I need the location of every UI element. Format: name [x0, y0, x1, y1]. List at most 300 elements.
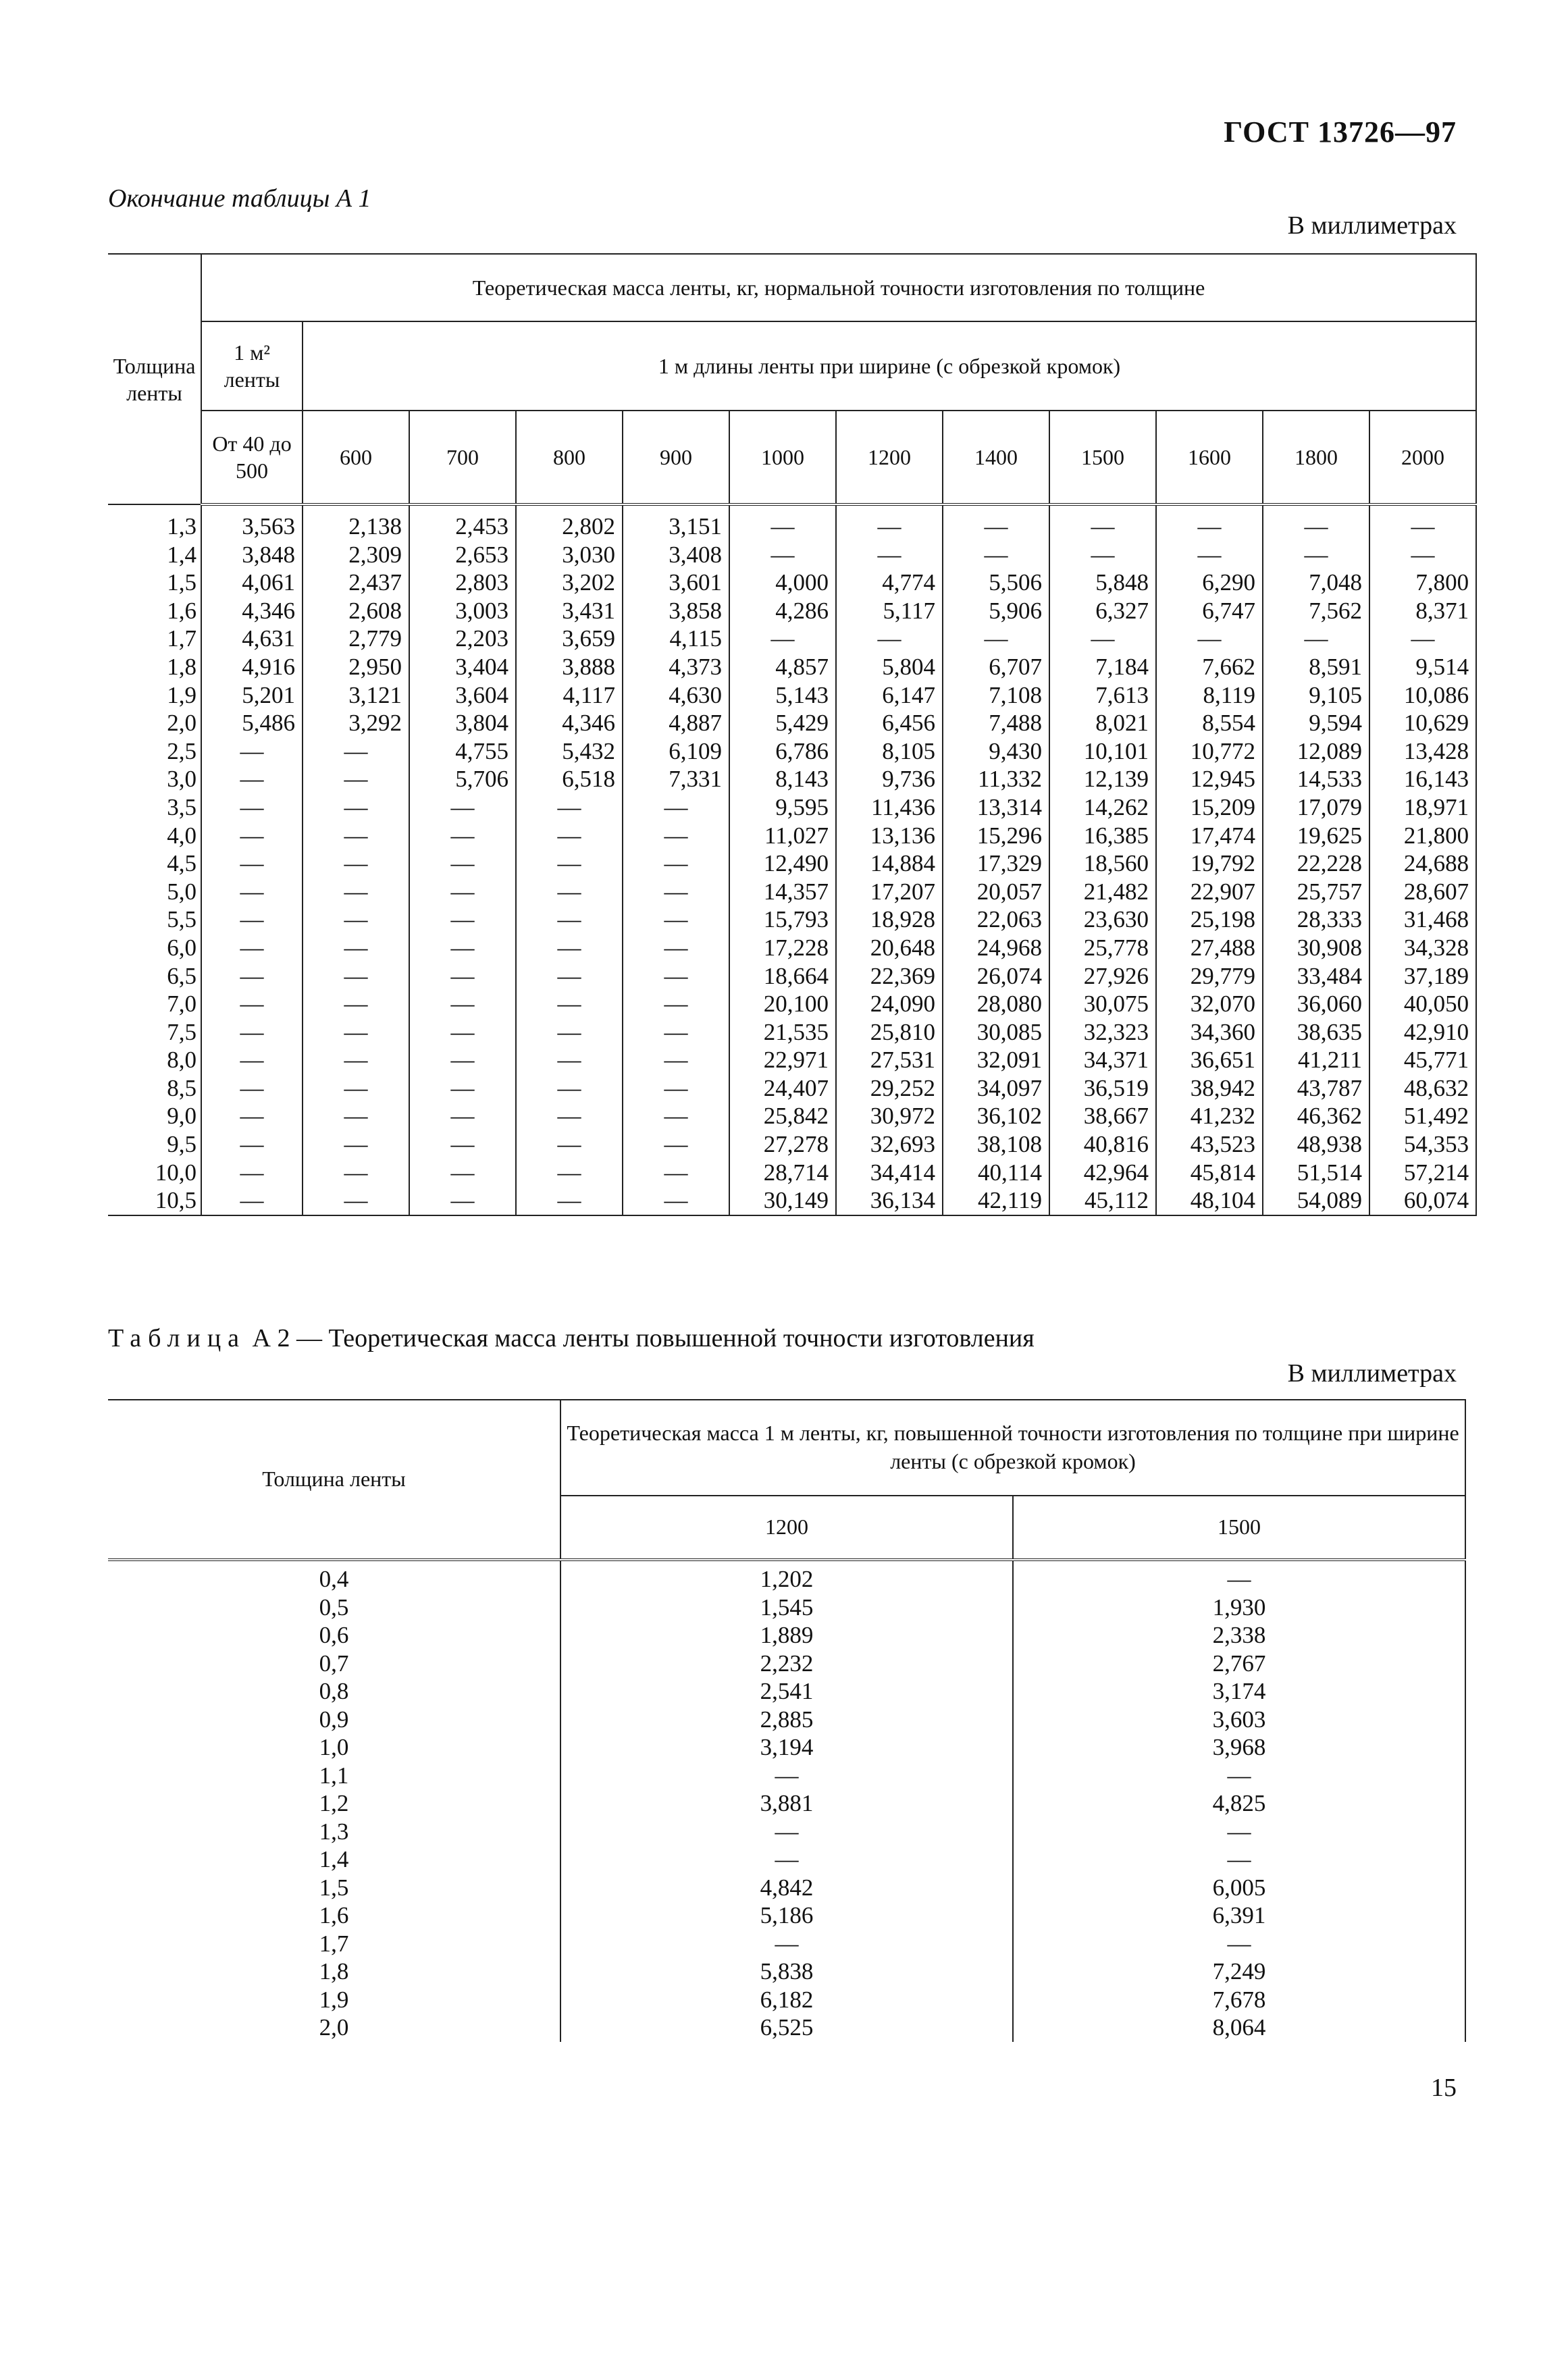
- table-a2-title-word: Таблица: [108, 1324, 246, 1352]
- mass-cell: 30,085: [943, 1018, 1049, 1047]
- mass-cell: 2,803: [409, 569, 516, 597]
- mass-cell: 48,104: [1156, 1186, 1263, 1215]
- mass-cell: 6,327: [1049, 597, 1156, 625]
- mass-cell: 6,290: [1156, 569, 1263, 597]
- mass-cell: 3,408: [623, 541, 729, 569]
- mass-cell: 2,309: [303, 541, 409, 569]
- mass-cell: 3,804: [409, 709, 516, 737]
- mass-cell: 36,102: [943, 1102, 1049, 1130]
- mass-cell: 3,659: [516, 625, 623, 653]
- mass-cell: —: [943, 504, 1049, 541]
- mass-cell: —: [409, 793, 516, 822]
- mass-cell: —: [516, 1186, 623, 1215]
- thickness-cell: 10,0: [108, 1159, 201, 1187]
- mass-cell: —: [1013, 1845, 1465, 1874]
- width-header: 600: [303, 411, 409, 504]
- table-row: [108, 709, 1476, 737]
- table-row: [108, 1874, 1465, 1902]
- mass-cell: 8,143: [729, 765, 836, 793]
- mass-cell: 7,800: [1369, 569, 1476, 597]
- mass-cell: 28,607: [1369, 878, 1476, 906]
- table-row: [108, 1930, 1465, 1958]
- mass-cell: —: [201, 934, 303, 962]
- mass-cell: 19,625: [1263, 822, 1369, 850]
- thickness-cell: 6,0: [108, 934, 201, 962]
- mass-cell: —: [1156, 625, 1263, 653]
- mass-cell: 12,945: [1156, 765, 1263, 793]
- mass-cell: —: [201, 849, 303, 878]
- mass-cell: —: [623, 934, 729, 962]
- mass-cell: 60,074: [1369, 1186, 1476, 1215]
- mass-cell: 45,814: [1156, 1159, 1263, 1187]
- mass-cell: 8,554: [1156, 709, 1263, 737]
- mass-cell: 12,490: [729, 849, 836, 878]
- mass-cell: 3,003: [409, 597, 516, 625]
- mass-cell: 5,117: [836, 597, 943, 625]
- thickness-cell: 4,0: [108, 822, 201, 850]
- table-row: [108, 1650, 1465, 1678]
- thickness-cell: 1,3: [108, 1818, 560, 1846]
- mass-cell: 18,664: [729, 962, 836, 991]
- mass-cell: 1,545: [560, 1594, 1013, 1622]
- mass-cell: 21,800: [1369, 822, 1476, 850]
- mass-cell: —: [303, 1159, 409, 1187]
- thickness-cell: 1,4: [108, 1845, 560, 1874]
- mass-cell: —: [1156, 541, 1263, 569]
- mass-cell: —: [303, 793, 409, 822]
- thickness-cell: 2,0: [108, 2014, 560, 2042]
- thickness-cell: 1,6: [108, 597, 201, 625]
- mass-cell: 2,232: [560, 1650, 1013, 1678]
- mass-cell: —: [201, 962, 303, 991]
- mass-cell: 36,519: [1049, 1074, 1156, 1103]
- mass-cell: 7,184: [1049, 653, 1156, 681]
- mass-cell: 21,482: [1049, 878, 1156, 906]
- mass-cell: 3,121: [303, 681, 409, 710]
- width-header: 800: [516, 411, 623, 504]
- mass-cell: —: [303, 962, 409, 991]
- mass-cell: —: [409, 934, 516, 962]
- mass-cell: 5,838: [560, 1957, 1013, 1986]
- width-header-2: 1500: [1013, 1496, 1465, 1560]
- mass-cell: —: [516, 1102, 623, 1130]
- mass-cell: 34,328: [1369, 934, 1476, 962]
- mass-cell: 3,292: [303, 709, 409, 737]
- mass-cell: 7,331: [623, 765, 729, 793]
- thickness-cell: 9,0: [108, 1102, 201, 1130]
- mass-cell: 20,057: [943, 878, 1049, 906]
- table-row: [108, 1130, 1476, 1159]
- mass-cell: 36,651: [1156, 1046, 1263, 1074]
- mass-cell: —: [623, 1018, 729, 1047]
- mass-cell: —: [201, 1074, 303, 1103]
- mass-cell: 19,792: [1156, 849, 1263, 878]
- width-header: 1600: [1156, 411, 1263, 504]
- mass-cell: 51,492: [1369, 1102, 1476, 1130]
- mass-cell: —: [1369, 541, 1476, 569]
- mass-cell: 6,707: [943, 653, 1049, 681]
- mass-cell: —: [836, 625, 943, 653]
- width-header: От 40 до 500: [201, 411, 303, 504]
- mass-cell: 4,774: [836, 569, 943, 597]
- mass-cell: 34,360: [1156, 1018, 1263, 1047]
- mass-cell: —: [516, 1018, 623, 1047]
- mass-cell: 17,079: [1263, 793, 1369, 822]
- mass-cell: 9,594: [1263, 709, 1369, 737]
- mass-cell: 4,755: [409, 737, 516, 766]
- mass-cell: 38,635: [1263, 1018, 1369, 1047]
- mass-cell: 16,385: [1049, 822, 1156, 850]
- mass-cell: 9,105: [1263, 681, 1369, 710]
- mass-cell: 27,531: [836, 1046, 943, 1074]
- mass-cell: 7,108: [943, 681, 1049, 710]
- mass-cell: 14,533: [1263, 765, 1369, 793]
- mass-cell: 6,518: [516, 765, 623, 793]
- mass-cell: 3,174: [1013, 1677, 1465, 1706]
- thickness-cell: 1,1: [108, 1762, 560, 1790]
- mass-cell: —: [943, 541, 1049, 569]
- mass-cell: 5,906: [943, 597, 1049, 625]
- table-row: [108, 1159, 1476, 1187]
- mass-cell: 32,070: [1156, 990, 1263, 1018]
- mass-cell: 28,714: [729, 1159, 836, 1187]
- table-row: [108, 1186, 1476, 1215]
- mass-cell: —: [409, 1186, 516, 1215]
- table-row: [108, 1762, 1465, 1790]
- mass-cell: 2,767: [1013, 1650, 1465, 1678]
- mass-cell: 33,484: [1263, 962, 1369, 991]
- mass-cell: —: [623, 1074, 729, 1103]
- mass-cell: —: [201, 990, 303, 1018]
- mass-cell: —: [516, 822, 623, 850]
- thickness-cell: 3,0: [108, 765, 201, 793]
- mass-cell: 6,456: [836, 709, 943, 737]
- mass-cell: 17,207: [836, 878, 943, 906]
- mass-cell: 27,926: [1049, 962, 1156, 991]
- mass-cell: 12,089: [1263, 737, 1369, 766]
- mass-cell: 38,942: [1156, 1074, 1263, 1103]
- mass-cell: 7,662: [1156, 653, 1263, 681]
- mass-cell: 3,431: [516, 597, 623, 625]
- mass-cell: 18,560: [1049, 849, 1156, 878]
- mass-cell: 6,391: [1013, 1901, 1465, 1930]
- mass-cell: —: [1263, 625, 1369, 653]
- mass-cell: —: [201, 1130, 303, 1159]
- subheader-m2: 1 м² ленты: [201, 321, 303, 411]
- mass-cell: —: [409, 1159, 516, 1187]
- mass-cell: 5,186: [560, 1901, 1013, 1930]
- mass-cell: 34,371: [1049, 1046, 1156, 1074]
- mass-cell: —: [836, 504, 943, 541]
- mass-cell: —: [943, 625, 1049, 653]
- mass-cell: —: [623, 1130, 729, 1159]
- table-row: [108, 934, 1476, 962]
- mass-cell: 16,143: [1369, 765, 1476, 793]
- mass-cell: —: [303, 1130, 409, 1159]
- mass-cell: 3,858: [623, 597, 729, 625]
- thickness-cell: 4,5: [108, 849, 201, 878]
- mass-cell: 2,541: [560, 1677, 1013, 1706]
- mass-cell: 51,514: [1263, 1159, 1369, 1187]
- mass-cell: 17,329: [943, 849, 1049, 878]
- table-row: [108, 1621, 1465, 1650]
- table-row: [108, 1046, 1476, 1074]
- mass-cell: 2,453: [409, 504, 516, 541]
- table-a1: [108, 253, 1477, 1216]
- mass-cell: —: [516, 1046, 623, 1074]
- mass-cell: 6,109: [623, 737, 729, 766]
- thickness-cell: 8,0: [108, 1046, 201, 1074]
- table-row: [108, 878, 1476, 906]
- mass-cell: 11,027: [729, 822, 836, 850]
- mass-cell: 17,474: [1156, 822, 1263, 850]
- thickness-cell: 0,8: [108, 1677, 560, 1706]
- mass-cell: —: [303, 849, 409, 878]
- page-number: 15: [1431, 2074, 1457, 2102]
- mass-cell: —: [623, 1102, 729, 1130]
- table-row: [108, 1677, 1465, 1706]
- thickness-cell: 1,5: [108, 1874, 560, 1902]
- mass-cell: 2,437: [303, 569, 409, 597]
- thickness-cell: 5,5: [108, 905, 201, 934]
- table-row: [108, 962, 1476, 991]
- mass-cell: 5,804: [836, 653, 943, 681]
- mass-cell: 6,147: [836, 681, 943, 710]
- thickness-cell: 1,8: [108, 653, 201, 681]
- mass-cell: 40,114: [943, 1159, 1049, 1187]
- mass-cell: 4,825: [1013, 1789, 1465, 1818]
- mass-cell: 3,202: [516, 569, 623, 597]
- mass-cell: —: [623, 1186, 729, 1215]
- mass-cell: 5,429: [729, 709, 836, 737]
- mass-cell: 4,631: [201, 625, 303, 653]
- table-row: [108, 1818, 1465, 1846]
- table-row: [108, 1018, 1476, 1047]
- mass-cell: 11,332: [943, 765, 1049, 793]
- mass-cell: —: [303, 878, 409, 906]
- mass-cell: 25,842: [729, 1102, 836, 1130]
- mass-cell: 31,468: [1369, 905, 1476, 934]
- thickness-cell: 1,7: [108, 1930, 560, 1958]
- thickness-cell: 8,5: [108, 1074, 201, 1103]
- mass-cell: 3,030: [516, 541, 623, 569]
- table-a2-title-text: А 2 — Теоретическая масса ленты повышенной точности изготовления: [246, 1324, 1035, 1352]
- mass-cell: —: [623, 1046, 729, 1074]
- mass-cell: 4,373: [623, 653, 729, 681]
- mass-cell: 7,562: [1263, 597, 1369, 625]
- mass-cell: 40,050: [1369, 990, 1476, 1018]
- thickness-cell: 2,0: [108, 709, 201, 737]
- mass-cell: 7,678: [1013, 1986, 1465, 2014]
- mass-cell: 3,888: [516, 653, 623, 681]
- mass-cell: 22,971: [729, 1046, 836, 1074]
- table-row: [108, 681, 1476, 710]
- mass-cell: 6,005: [1013, 1874, 1465, 1902]
- mass-cell: —: [1263, 504, 1369, 541]
- table-row: [108, 1845, 1465, 1874]
- mass-cell: 1,202: [560, 1560, 1013, 1594]
- mass-cell: 41,232: [1156, 1102, 1263, 1130]
- mass-cell: 24,688: [1369, 849, 1476, 878]
- mass-cell: —: [201, 1102, 303, 1130]
- table-row: [108, 597, 1476, 625]
- thickness-cell: 7,5: [108, 1018, 201, 1047]
- table-row: [108, 541, 1476, 569]
- table-row: [108, 793, 1476, 822]
- mass-cell: 8,371: [1369, 597, 1476, 625]
- mass-cell: —: [623, 905, 729, 934]
- units-label-2: В миллиметрах: [1287, 1359, 1457, 1388]
- mass-cell: 34,414: [836, 1159, 943, 1187]
- thickness-cell: 1,8: [108, 1957, 560, 1986]
- mass-cell: 3,848: [201, 541, 303, 569]
- mass-cell: 41,211: [1263, 1046, 1369, 1074]
- mass-cell: 17,228: [729, 934, 836, 962]
- mass-cell: 1,930: [1013, 1594, 1465, 1622]
- mass-cell: 54,089: [1263, 1186, 1369, 1215]
- mass-cell: 18,971: [1369, 793, 1476, 822]
- mass-cell: 18,928: [836, 905, 943, 934]
- mass-cell: —: [409, 1018, 516, 1047]
- mass-cell: 2,338: [1013, 1621, 1465, 1650]
- thickness-cell: 1,7: [108, 625, 201, 653]
- width-header: 1500: [1049, 411, 1156, 504]
- thickness-cell: 0,6: [108, 1621, 560, 1650]
- mass-cell: 14,262: [1049, 793, 1156, 822]
- mass-cell: —: [623, 822, 729, 850]
- mass-cell: 54,353: [1369, 1130, 1476, 1159]
- table-row: [108, 905, 1476, 934]
- mass-cell: —: [516, 990, 623, 1018]
- mass-cell: —: [409, 990, 516, 1018]
- mass-cell: 4,117: [516, 681, 623, 710]
- mass-cell: 27,488: [1156, 934, 1263, 962]
- mass-cell: 15,209: [1156, 793, 1263, 822]
- mass-cell: —: [201, 1018, 303, 1047]
- mass-cell: 25,757: [1263, 878, 1369, 906]
- table-row: [108, 822, 1476, 850]
- table-row: [108, 653, 1476, 681]
- mass-cell: —: [729, 541, 836, 569]
- mass-cell: —: [409, 1074, 516, 1103]
- mass-cell: 30,908: [1263, 934, 1369, 962]
- mass-cell: 7,249: [1013, 1957, 1465, 1986]
- mass-cell: —: [201, 737, 303, 766]
- table-row: [108, 1706, 1465, 1734]
- table-row: [108, 625, 1476, 653]
- mass-cell: 4,857: [729, 653, 836, 681]
- mass-cell: —: [516, 878, 623, 906]
- width-header: 1800: [1263, 411, 1369, 504]
- thickness-cell: 0,5: [108, 1594, 560, 1622]
- mass-cell: 42,964: [1049, 1159, 1156, 1187]
- mass-cell: —: [516, 1159, 623, 1187]
- mass-cell: 2,608: [303, 597, 409, 625]
- mass-cell: 10,629: [1369, 709, 1476, 737]
- mass-cell: 22,228: [1263, 849, 1369, 878]
- mass-cell: 30,075: [1049, 990, 1156, 1018]
- width-header-2: 1200: [560, 1496, 1013, 1560]
- mass-cell: 5,706: [409, 765, 516, 793]
- mass-cell: 2,138: [303, 504, 409, 541]
- mass-cell: 6,525: [560, 2014, 1013, 2042]
- mass-cell: 36,060: [1263, 990, 1369, 1018]
- subheader-length: 1 м длины ленты при ширине (с обрезкой кромок): [303, 321, 1476, 411]
- mass-cell: —: [409, 1102, 516, 1130]
- mass-cell: 28,333: [1263, 905, 1369, 934]
- thickness-cell: 6,5: [108, 962, 201, 991]
- table-row: [108, 1733, 1465, 1762]
- thickness-cell: 1,9: [108, 1986, 560, 2014]
- mass-cell: 4,842: [560, 1874, 1013, 1902]
- mass-cell: —: [1369, 625, 1476, 653]
- group-header-mass: Теоретическая масса ленты, кг, нормальной точности изготовления по толщине: [201, 254, 1476, 321]
- col-header-thickness: Толщина ленты: [108, 254, 201, 504]
- mass-cell: 43,787: [1263, 1074, 1369, 1103]
- mass-cell: —: [201, 1186, 303, 1215]
- mass-cell: 6,182: [560, 1986, 1013, 2014]
- mass-cell: 22,907: [1156, 878, 1263, 906]
- mass-cell: —: [623, 962, 729, 991]
- mass-cell: —: [409, 905, 516, 934]
- mass-cell: 22,369: [836, 962, 943, 991]
- mass-cell: 14,884: [836, 849, 943, 878]
- mass-cell: 48,632: [1369, 1074, 1476, 1103]
- mass-cell: 46,362: [1263, 1102, 1369, 1130]
- table-row: [108, 737, 1476, 766]
- mass-cell: —: [623, 878, 729, 906]
- mass-cell: 24,968: [943, 934, 1049, 962]
- mass-cell: —: [1049, 625, 1156, 653]
- mass-cell: 4,286: [729, 597, 836, 625]
- thickness-cell: 9,5: [108, 1130, 201, 1159]
- mass-cell: —: [1013, 1560, 1465, 1594]
- mass-cell: 8,064: [1013, 2014, 1465, 2042]
- thickness-cell: 2,5: [108, 737, 201, 766]
- table-row: [108, 569, 1476, 597]
- thickness-cell: 5,0: [108, 878, 201, 906]
- mass-cell: —: [1049, 504, 1156, 541]
- mass-cell: 32,693: [836, 1130, 943, 1159]
- mass-cell: 13,314: [943, 793, 1049, 822]
- mass-cell: 5,432: [516, 737, 623, 766]
- table-row: [108, 990, 1476, 1018]
- mass-cell: 45,112: [1049, 1186, 1156, 1215]
- table-a2: [108, 1399, 1466, 2042]
- mass-cell: 28,080: [943, 990, 1049, 1018]
- mass-cell: —: [729, 504, 836, 541]
- mass-cell: 8,021: [1049, 709, 1156, 737]
- mass-cell: 6,786: [729, 737, 836, 766]
- mass-cell: 9,595: [729, 793, 836, 822]
- mass-cell: 2,653: [409, 541, 516, 569]
- mass-cell: 32,091: [943, 1046, 1049, 1074]
- mass-cell: 3,881: [560, 1789, 1013, 1818]
- mass-cell: 29,779: [1156, 962, 1263, 991]
- mass-cell: —: [623, 990, 729, 1018]
- mass-cell: 40,816: [1049, 1130, 1156, 1159]
- mass-cell: 26,074: [943, 962, 1049, 991]
- table-row: [108, 504, 1476, 541]
- mass-cell: —: [1013, 1930, 1465, 1958]
- mass-cell: —: [201, 822, 303, 850]
- mass-cell: 9,736: [836, 765, 943, 793]
- table-row: [108, 1789, 1465, 1818]
- mass-cell: 2,885: [560, 1706, 1013, 1734]
- mass-cell: 48,938: [1263, 1130, 1369, 1159]
- col-header-thickness-2: Толщина ленты: [108, 1400, 560, 1560]
- mass-cell: —: [201, 765, 303, 793]
